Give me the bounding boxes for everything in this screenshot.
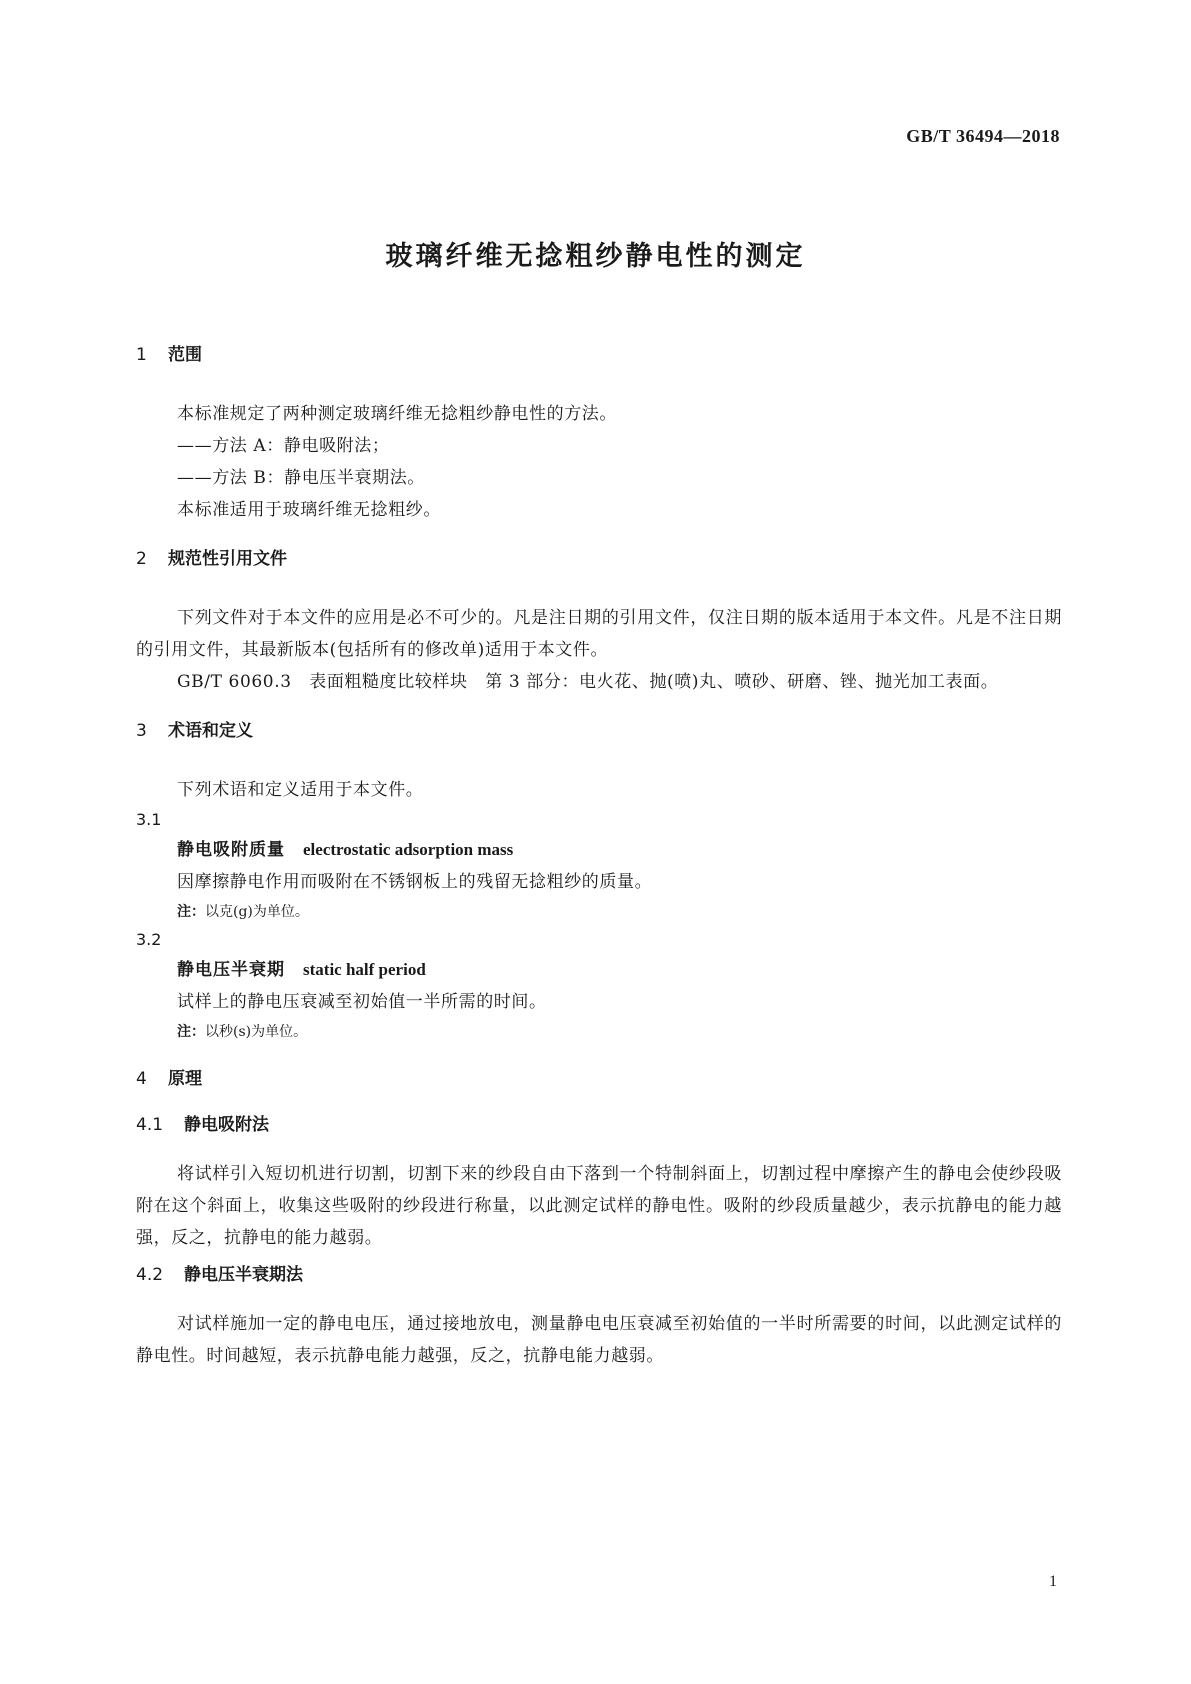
term-definition: 因摩擦静电作用而吸附在不锈钢板上的残留无捻粗纱的质量。 [177,872,653,892]
term-note [136,898,1062,926]
section-number: 3 [136,721,147,741]
section-title: 术语和定义 [168,721,253,741]
subsection-title: 静电压半衰期法 [184,1265,303,1285]
subsection-4-2-heading [136,1262,1062,1288]
term-number: 3.1 [136,810,162,829]
section-2-heading [136,546,1062,572]
paragraph: 本标准适用于玻璃纤维无捻粗纱。 [177,500,441,520]
paragraph: 本标准规定了两种测定玻璃纤维无捻粗纱静电性的方法。 [177,404,617,424]
section-number: 1 [136,345,147,365]
list-item: ——方法 A：静电吸附法； [177,436,390,456]
term-definition: 试样上的静电压衰减至初始值一半所需的时间。 [177,992,547,1012]
paragraph: 将试样引入短切机进行切割，切割下来的纱段自由下落到一个特制斜面上，切割过程中摩擦产生的静电会使纱段吸附在这个斜面上，收集这些吸附的纱段进行称量，以此测定试样的静电性。吸附的纱段质量越少，表示抗静电的能力越强，反之，抗静电的能力越弱。 [136,1164,1062,1248]
note-text: 以克(g)为单位。 [205,904,309,920]
section-title: 范围 [168,345,202,365]
subsection-title: 静电吸附法 [184,1115,269,1135]
paragraph: 下列文件对于本文件的应用是必不可少的。凡是注日期的引用文件，仅注日期的版本适用于本文件。凡是不注日期的引用文件，其最新版本(包括所有的修改单)适用于本文件。 [136,608,1062,660]
section-title: 规范性引用文件 [168,549,287,569]
subsection-number: 4.1 [136,1115,164,1135]
note-text: 以秒(s)为单位。 [205,1024,308,1040]
standard-code: GB/T 36494—2018 [906,126,1060,146]
reference-item: GB/T 6060.3 表面粗糙度比较样块 第 3 部分：电火花、抛(喷)丸、喷砂、研磨、锉、抛光加工表面。 [177,672,999,692]
section-number: 4 [136,1069,147,1089]
note-label: 注： [177,1024,205,1040]
section-3-heading [136,718,1062,744]
document-title: 玻璃纤维无捻粗纱静电性的测定 [385,241,806,272]
term-heading [136,954,1062,986]
paragraph: 下列术语和定义适用于本文件。 [177,780,424,800]
term-zh: 静电吸附质量 [177,840,285,860]
page-number: 1 [1049,1573,1057,1590]
note-label: 注： [177,904,205,920]
list-item: ——方法 B：静电压半衰期法。 [177,468,425,488]
subsection-4-1-heading [136,1112,1062,1138]
document-body [136,342,1062,1372]
term-zh: 静电压半衰期 [177,960,285,980]
term-number: 3.2 [136,930,162,949]
term-en: static half period [303,960,426,979]
term-heading [136,834,1062,866]
section-number: 2 [136,549,147,569]
term-note [136,1018,1062,1046]
section-1-heading [136,342,1062,368]
paragraph: 对试样施加一定的静电电压，通过接地放电，测量静电电压衰减至初始值的一半时所需要的时间，以此测定试样的静电性。时间越短，表示抗静电能力越强，反之，抗静电能力越弱。 [136,1314,1062,1366]
section-title: 原理 [168,1069,202,1089]
term-en: electrostatic adsorption mass [303,840,514,859]
subsection-number: 4.2 [136,1265,164,1285]
section-4-heading [136,1066,1062,1092]
